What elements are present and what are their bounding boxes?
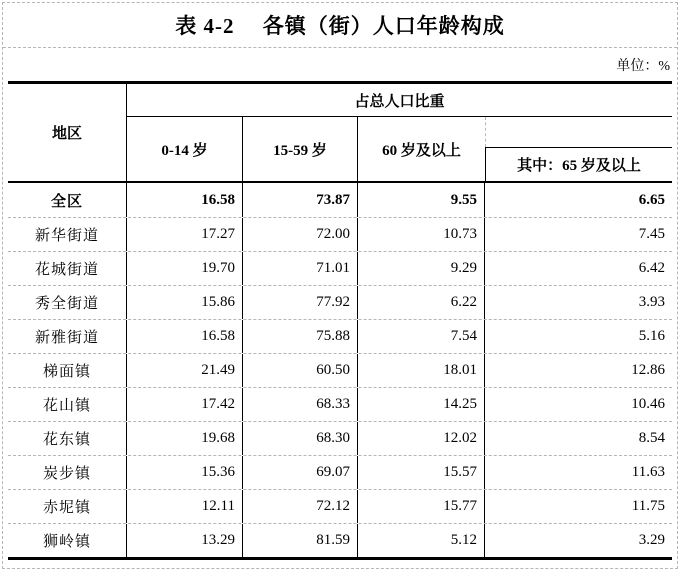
table-body	[8, 183, 672, 560]
table-row	[8, 353, 672, 387]
value-age-60-plus-cell: 9.55	[358, 183, 485, 217]
unit-label: 单位：%	[616, 58, 670, 74]
value-age-0-14-cell: 17.27	[127, 218, 243, 251]
region-name-cell: 炭步镇	[8, 456, 127, 489]
region-name-cell: 新华街道	[8, 218, 127, 251]
value-age-65-plus-cell: 8.54	[638, 430, 665, 446]
table-row	[8, 489, 672, 523]
region-name-cell: 赤坭镇	[8, 490, 127, 523]
header-group-share-of-total: 占总人口比重	[127, 84, 672, 117]
value-age-60-plus-cell: 7.54	[358, 320, 485, 353]
region-name-cell: 全区	[8, 183, 127, 217]
value-age-60-plus-cell: 12.02	[358, 422, 485, 455]
region-name-cell: 秀全街道	[8, 286, 127, 319]
value-age-15-59-cell: 81.59	[243, 524, 358, 557]
region-name-cell: 狮岭镇	[8, 524, 127, 557]
value-age-0-14-cell: 15.36	[127, 456, 243, 489]
table-row	[8, 421, 672, 455]
value-age-65-plus-cell: 12.86	[631, 362, 665, 378]
title-row	[3, 3, 677, 48]
value-age-15-59-cell: 73.87	[243, 183, 358, 217]
region-name-cell: 梯面镇	[8, 354, 127, 387]
table-row	[8, 319, 672, 353]
value-age-0-14-cell: 15.86	[127, 286, 243, 319]
header-col-age-60-plus: 60 岁及以上	[382, 142, 461, 159]
value-age-60-plus-cell: 14.25	[358, 388, 485, 421]
value-age-65-plus-cell: 3.29	[638, 532, 665, 548]
value-age-15-59-cell: 68.33	[243, 388, 358, 421]
value-age-60-plus-cell: 10.73	[358, 218, 485, 251]
value-age-60-plus-cell: 15.77	[358, 490, 485, 523]
header-region: 地区	[8, 84, 127, 181]
value-age-0-14-cell: 16.58	[127, 183, 243, 217]
header-col-age-0-14: 0-14 岁	[127, 117, 243, 181]
value-age-65-plus-cell: 6.65	[638, 191, 665, 208]
header-spacer-cell	[485, 117, 672, 147]
value-age-0-14-cell: 21.49	[127, 354, 243, 387]
table-header	[8, 81, 672, 183]
value-age-15-59-cell: 72.00	[243, 218, 358, 251]
unit-row	[3, 48, 677, 81]
value-age-65-plus-cell: 5.16	[638, 328, 665, 344]
value-age-65-plus-cell: 7.45	[638, 226, 665, 242]
table-row	[8, 455, 672, 489]
value-age-15-59-cell: 72.12	[243, 490, 358, 523]
value-age-60-plus-cell: 6.22	[358, 286, 485, 319]
value-age-15-59-cell: 75.88	[243, 320, 358, 353]
table-row	[8, 523, 672, 557]
table-row	[8, 183, 672, 217]
header-col-age-65-plus: 其中：65 岁及以上	[485, 147, 672, 181]
table-row	[8, 251, 672, 285]
value-age-65-plus-cell: 6.42	[638, 260, 665, 276]
value-age-15-59-cell: 71.01	[243, 252, 358, 285]
value-age-15-59-cell: 69.07	[243, 456, 358, 489]
population-age-table	[8, 81, 672, 560]
value-age-0-14-cell: 17.42	[127, 388, 243, 421]
region-name-cell: 花山镇	[8, 388, 127, 421]
table-row	[8, 387, 672, 421]
header-col-age-15-59: 15-59 岁	[243, 117, 358, 181]
value-age-0-14-cell: 13.29	[127, 524, 243, 557]
value-age-0-14-cell: 19.68	[127, 422, 243, 455]
value-age-0-14-cell: 16.58	[127, 320, 243, 353]
region-name-cell: 花东镇	[8, 422, 127, 455]
value-age-15-59-cell: 68.30	[243, 422, 358, 455]
table-row	[8, 285, 672, 319]
page-title: 表 4-2 各镇（街）人口年龄构成	[175, 14, 505, 38]
value-age-60-plus-cell: 18.01	[358, 354, 485, 387]
value-age-15-59-cell: 77.92	[243, 286, 358, 319]
value-age-60-plus-cell: 15.57	[358, 456, 485, 489]
value-age-0-14-cell: 19.70	[127, 252, 243, 285]
value-age-60-plus-cell: 5.12	[358, 524, 485, 557]
region-name-cell: 花城街道	[8, 252, 127, 285]
table-row	[8, 217, 672, 251]
value-age-65-plus-cell: 11.63	[631, 464, 665, 480]
region-name-cell: 新雅街道	[8, 320, 127, 353]
value-age-65-plus-cell: 10.46	[631, 396, 665, 412]
value-age-0-14-cell: 12.11	[127, 490, 243, 523]
value-age-15-59-cell: 60.50	[243, 354, 358, 387]
value-age-65-plus-cell: 3.93	[638, 294, 665, 310]
value-age-65-plus-cell: 11.75	[631, 498, 665, 514]
value-age-60-plus-cell: 9.29	[358, 252, 485, 285]
